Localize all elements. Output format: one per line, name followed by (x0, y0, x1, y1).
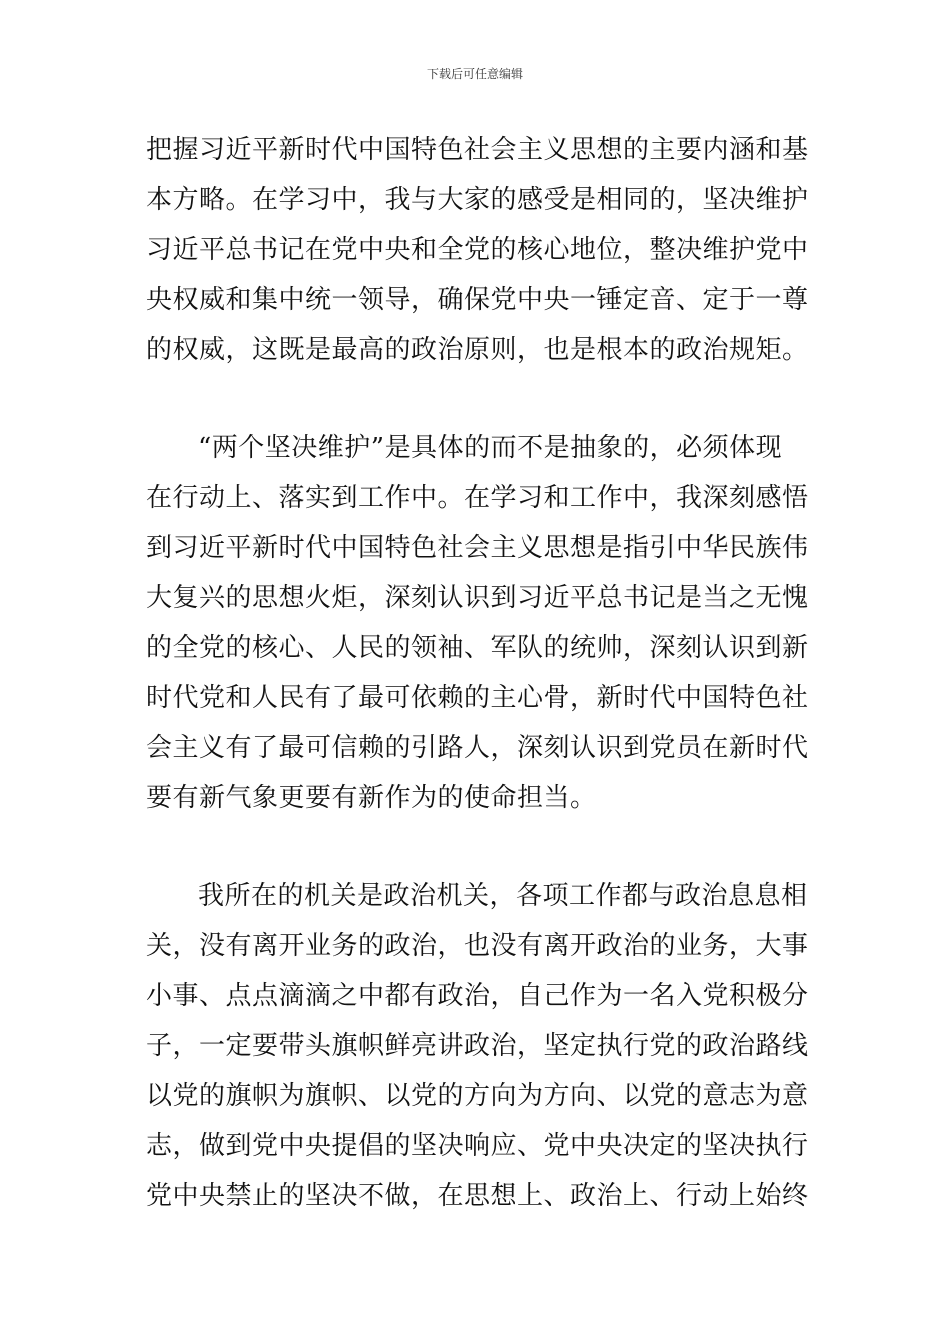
paragraph-line: 会主义有了最可信赖的引路人，深刻认识到党员在新时代 (146, 733, 809, 763)
paragraph-line: 小事、点点滴滴之中都有政治，自己作为一名入党积极分 (146, 981, 809, 1011)
paragraph-spacer (146, 823, 806, 871)
paragraph-line: 习近平总书记在党中央和全党的核心地位，整决维护党中 (146, 235, 809, 265)
paragraph-line: 党中央禁止的坚决不做，在思想上、政治上、行动上始终 (146, 1181, 809, 1211)
paragraph-line: 央权威和集中统一领导，确保党中央一锤定音、定于一尊 (146, 285, 809, 315)
document-body (146, 125, 809, 1221)
paragraph-line: 时代党和人民有了最可依赖的主心骨，新时代中国特色社 (146, 683, 809, 713)
paragraph-line: 本方略。在学习中，我与大家的感受是相同的，坚决维护 (146, 185, 809, 215)
paragraph-line: 子，一定要带头旗帜鲜亮讲政治，坚定执行党的政治路线 (146, 1031, 809, 1061)
paragraph-line: 以党的旗帜为旗帜、以党的方向为方向、以党的意志为意 (146, 1081, 809, 1111)
paragraph-spacer (146, 375, 806, 423)
paragraph-line: 大复兴的思想火炬，深刻认识到习近平总书记是当之无愧 (146, 583, 809, 613)
paragraph-line: 在行动上、落实到工作中。在学习和工作中，我深刻感悟 (146, 483, 809, 513)
paragraph-line: “两个坚决维护”是具体的而不是抽象的，必须体现 (198, 433, 783, 463)
paragraph-line: 我所在的机关是政治机关，各项工作都与政治息息相 (198, 881, 808, 911)
paragraph-2 (146, 423, 809, 823)
page-header: 下载后可任意编辑 (426, 67, 523, 81)
paragraph-line: 到习近平新时代中国特色社会主义思想是指引中华民族伟 (146, 533, 809, 563)
paragraph-3 (146, 871, 809, 1221)
paragraph-line: 把握习近平新时代中国特色社会主义思想的主要内涵和基 (146, 135, 809, 165)
paragraph-line: 要有新气象更要有新作为的使命担当。 (146, 783, 597, 813)
paragraph-line: 的权威，这既是最高的政治原则，也是根本的政治规矩。 (146, 335, 809, 365)
paragraph-line: 关，没有离开业务的政治，也没有离开政治的业务，大事 (146, 931, 809, 961)
paragraph-1 (146, 125, 809, 375)
paragraph-line: 志，做到党中央提倡的坚决响应、党中央决定的坚决执行 (146, 1131, 809, 1161)
paragraph-line: 的全党的核心、人民的领袖、军队的统帅，深刻认识到新 (146, 633, 809, 663)
